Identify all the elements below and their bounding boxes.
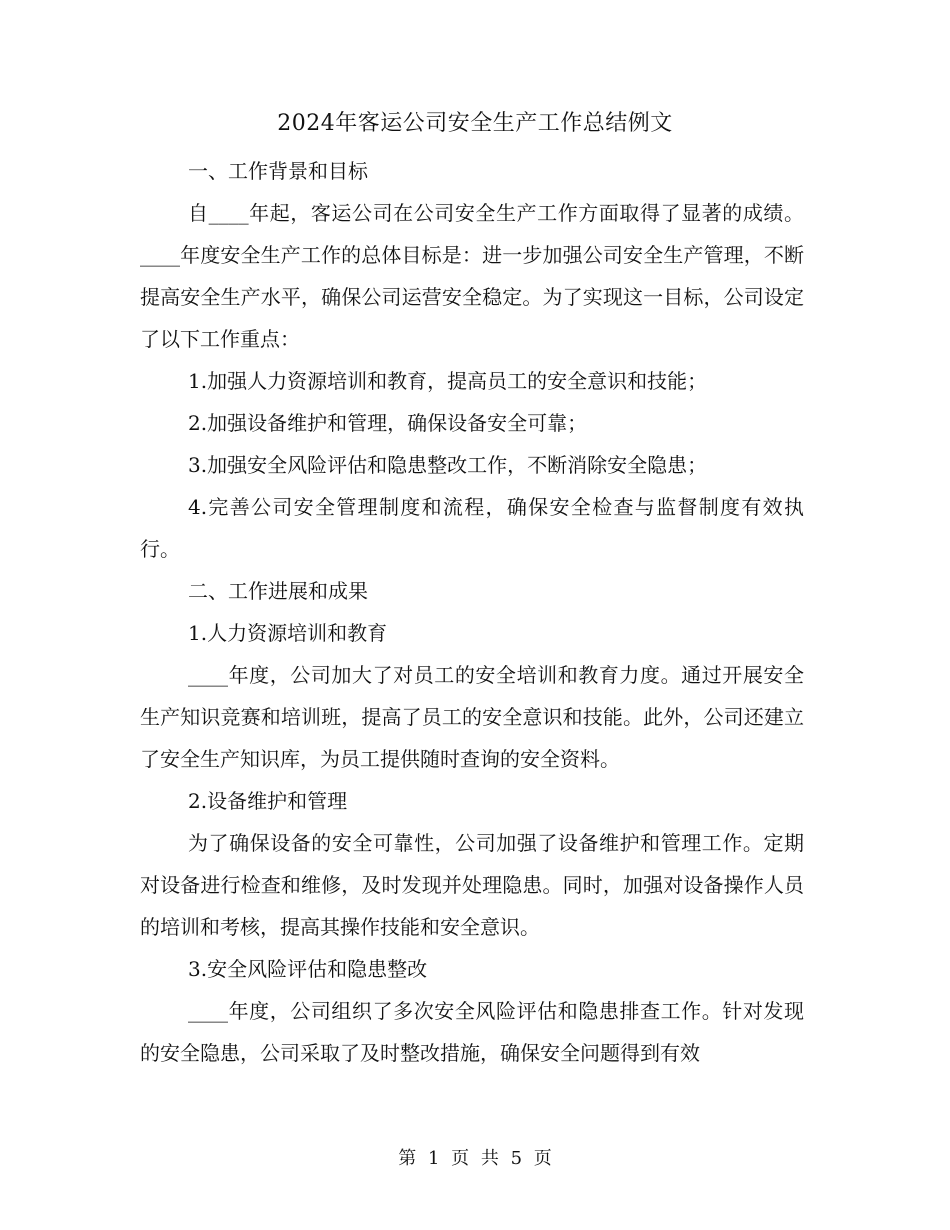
subheading-risk: 3.安全风险评估和隐患整改 [188,957,428,981]
page-number-footer: 第 1 页 共 5 页 [398,1148,552,1169]
document-title: 2024年客运公司安全生产工作总结例文 [277,111,673,136]
subheading-training: 1.人力资源培训和教育 [188,621,388,645]
section-heading-progress: 二、工作进展和成果 [188,579,368,603]
list-item-goal-4: 4.完善公司安全管理制度和流程，确保安全检查与监督制度有效执行。 [140,495,804,561]
paragraph-risk: ____年度，公司组织了多次安全风险评估和隐患排查工作。针对发现的安全隐患，公司采取了及时整改措施，确保安全问题得到有效 [140,999,804,1065]
paragraph-equipment: 为了确保设备的安全可靠性，公司加强了设备维护和管理工作。定期对设备进行检查和维修，及时发现并处理隐患。同时，加强对设备操作人员的培训和考核，提高其操作技能和安全意识。 [140,831,804,939]
list-item-goal-2: 2.加强设备维护和管理，确保设备安全可靠； [188,411,588,435]
section-heading-background: 一、工作背景和目标 [188,159,368,183]
document-body [140,150,804,1074]
paragraph-training: ____年度，公司加大了对员工的安全培训和教育力度。通过开展安全生产知识竞赛和培训班，提高了员工的安全意识和技能。此外，公司还建立了安全生产知识库，为员工提供随时查询的安全资料。 [140,663,804,771]
subheading-equipment: 2.设备维护和管理 [188,789,348,813]
list-item-goal-3: 3.加强安全风险评估和隐患整改工作，不断消除安全隐患； [188,453,708,477]
paragraph-intro: 自____年起，客运公司在公司安全生产工作方面取得了显著的成绩。____年度安全生产工作的总体目标是：进一步加强公司安全生产管理，不断提高安全生产水平，确保公司运营安全稳定。为了实现这一目标，公司设定了以下工作重点： [140,201,804,351]
list-item-goal-1: 1.加强人力资源培训和教育，提高员工的安全意识和技能； [188,369,708,393]
